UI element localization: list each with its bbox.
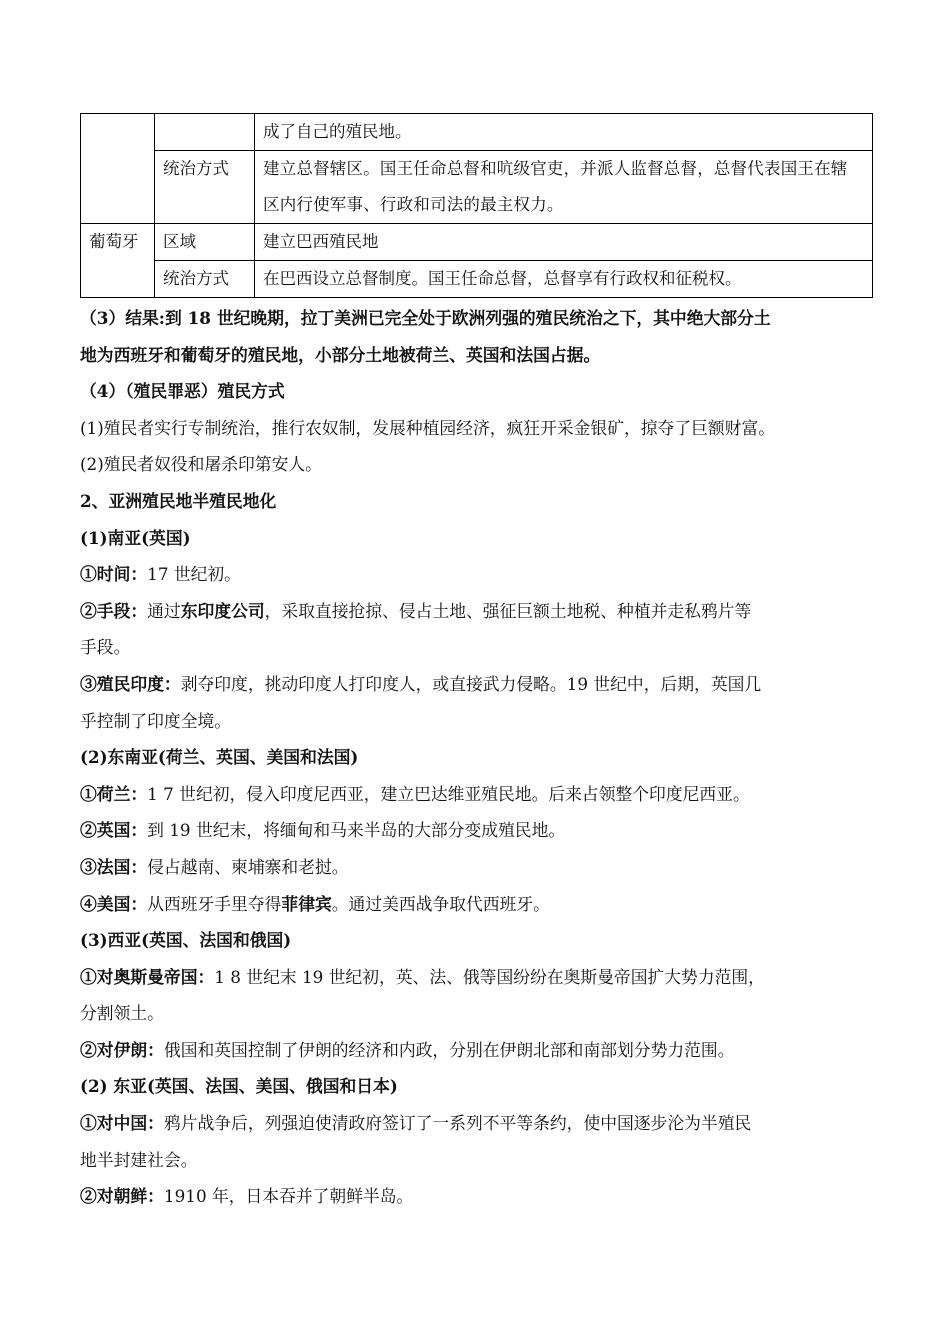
table-row: [81, 261, 873, 298]
colony-rule-table: [80, 113, 873, 298]
list-item: [80, 1105, 875, 1142]
item-label: ②英国：: [80, 820, 148, 841]
subsection-heading: (2) 东亚(英国、法国、美国、俄国和日本): [80, 1076, 398, 1097]
item-label: ②对伊朗：: [80, 1039, 164, 1060]
list-item: [80, 1032, 875, 1069]
table-row: [81, 114, 873, 151]
item-keyword: 东印度公司: [180, 600, 265, 621]
table-cell-aspect: 统治方式: [155, 151, 255, 224]
list-item: [80, 849, 875, 886]
list-item: [80, 556, 875, 593]
table-cell-country: [81, 114, 155, 224]
crime-item: (1)殖民者实行专制统治，推行农奴制，发展种植园经济，疯狂开采金银矿，掠夺了巨额财富。: [80, 417, 776, 438]
item-text: 剥夺印度，挑动印度人打印度人，或直接武力侵略。19 世纪中，后期，英国几: [180, 673, 762, 694]
document-page: [80, 113, 875, 1215]
crime-item: (2)殖民者奴役和屠杀印第安人。: [80, 454, 322, 475]
item-text: 1 7 世纪初，侵入印度尼西亚，建立巴达维亚殖民地。后来占领整个印度尼西亚。: [147, 783, 750, 804]
item-label: ②手段：: [80, 600, 148, 621]
item-text: ，采取直接抢掠、侵占土地、强征巨额土地税、种植并走私鸦片等: [264, 600, 752, 621]
list-item-continued: 分割领土。: [80, 1003, 164, 1024]
item-label: ①对奥斯曼帝国：: [80, 966, 215, 987]
item-text: 1910 年，日本吞并了朝鲜半岛。: [163, 1186, 414, 1207]
list-item: [80, 666, 875, 703]
item-label: ④美国：: [80, 893, 148, 914]
section-heading: 2、亚洲殖民地半殖民地化: [80, 490, 277, 511]
list-item-continued: 地半封建社会。: [80, 1149, 198, 1170]
item-text: 通过: [147, 600, 181, 621]
table-cell-content: 成了自己的殖民地。: [255, 114, 873, 151]
list-item: [80, 959, 875, 996]
item-text: 到 19 世纪末，将缅甸和马来半岛的大部分变成殖民地。: [147, 820, 566, 841]
table-cell-content: 建立总督辖区。国王任命总督和吭级官吏，并派人监督总督，总督代表国王在辖区内行使军事、行政和司法的最主权力。: [255, 151, 873, 224]
list-item: [80, 1178, 875, 1215]
table-cell-aspect: 统治方式: [155, 261, 255, 298]
item-text: 1 8 世纪末 19 世纪初，英、法、俄等国纷纷在奥斯曼帝国扩大势力范围，: [214, 966, 765, 987]
list-item: [80, 812, 875, 849]
item-keyword: 菲律宾: [281, 893, 332, 914]
item-label: ①时间：: [80, 564, 148, 585]
result-line: （3）结果:到 18 世纪晚期，拉丁美洲已完全处于欧洲列强的殖民统治之下，其中绝大部分土: [80, 308, 771, 328]
list-item-continued: 手段。: [80, 637, 131, 658]
item-text: 俄国和英国控制了伊朗的经济和内政，分别在伊朗北部和南部划分势力范围。: [163, 1039, 735, 1060]
item-text: 鸦片战争后，列强迫使清政府签订了一系列不平等条约，使中国逐步沦为半殖民: [163, 1113, 752, 1134]
table-cell-aspect: [155, 114, 255, 151]
result-line: 地为西班牙和葡萄牙的殖民地，小部分土地被荷兰、英国和法国占据。: [80, 344, 601, 365]
item-text: 。通过美西战争取代西班牙。: [331, 893, 550, 914]
item-text: 从西班牙手里夺得: [147, 893, 282, 914]
subsection-heading: (2)东南亚(荷兰、英国、美国和法国): [80, 747, 359, 768]
crime-heading: （4）（殖民罪恶）殖民方式: [80, 381, 285, 402]
table-cell-content: 建立巴西殖民地: [255, 224, 873, 261]
table-cell-country: 葡萄牙: [81, 224, 155, 298]
table-row: [81, 151, 873, 224]
item-text: 17 世纪初。: [147, 564, 241, 585]
item-label: ①对中国：: [80, 1113, 164, 1134]
list-item: [80, 776, 875, 813]
list-item: [80, 593, 875, 630]
table-cell-content: 在巴西设立总督制度。国王任命总督，总督享有行政权和征税权。: [255, 261, 873, 298]
list-item-continued: 乎控制了印度全境。: [80, 710, 232, 731]
item-label: ③法国：: [80, 856, 148, 877]
subsection-heading: (3)西亚(英国、法国和俄国): [80, 930, 292, 951]
body-text: [80, 300, 875, 1215]
table-cell-aspect: 区域: [155, 224, 255, 261]
item-label: ①荷兰：: [80, 783, 148, 804]
subsection-heading: (1)南亚(英国): [80, 527, 191, 548]
list-item: [80, 886, 875, 923]
item-text: 侵占越南、柬埔寨和老挝。: [147, 856, 349, 877]
table-row: [81, 224, 873, 261]
item-label: ③殖民印度：: [80, 673, 181, 694]
item-label: ②对朝鲜：: [80, 1186, 164, 1207]
